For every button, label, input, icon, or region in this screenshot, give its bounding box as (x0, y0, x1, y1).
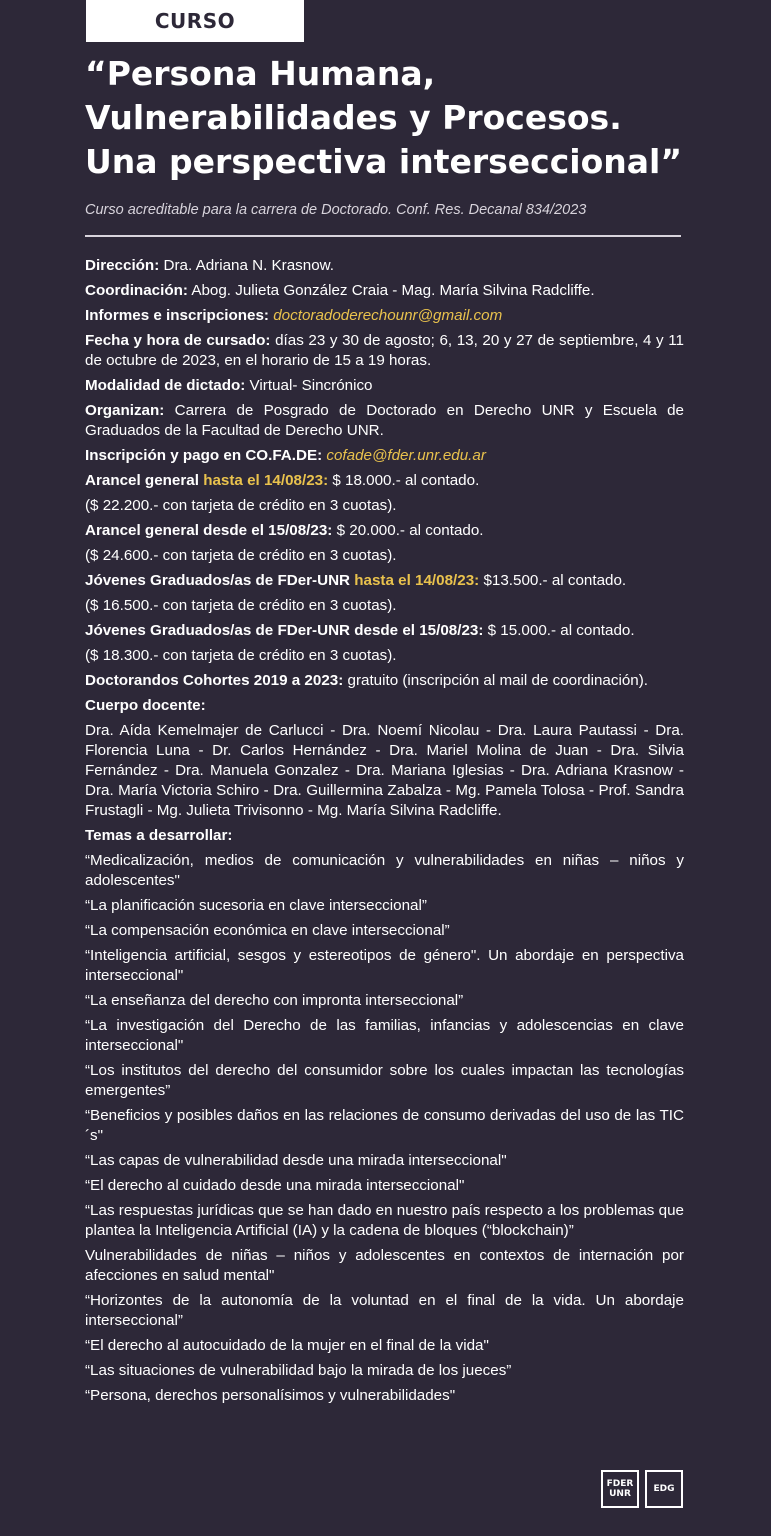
tema-item: “La compensación económica en clave interseccional” (85, 922, 450, 939)
pago: Inscripción y pago en CO.FA.DE: cofade@fder.unr.edu.ar (85, 447, 486, 464)
fee-4-card: ($ 18.300.- con tarjeta de crédito en 3 cuotas). (85, 647, 397, 664)
tema-item: “Los institutos del derecho del consumidor sobre los cuales impactan las tecnologías emergentes” (85, 1062, 684, 1099)
fee-4: Jóvenes Graduados/as de FDer-UNR desde el 15/08/23: $ 15.000.- al contado. (85, 622, 635, 639)
cuerpo-docente: Dra. Aída Kemelmajer de Carlucci - Dra. Noemí Nicolau - Dra. Laura Pautassi - Dra. Florencia Luna - Dr. Carlos Hernández - Dra. Mariel Molina de Juan - Dra. Silvia Fernández - Dra. Manuela Gonzalez - Dra. Mariana Iglesias - Dra. Adriana Krasnow - Dra. María Victoria Schiro - Dra. Guillermina Zabalza - Mg. Pamela Tolosa - Prof. Sandra Frustagli - Mg. Julieta Trivisonno - Mg. María Silvina Radcliffe. (85, 722, 684, 819)
tema-item: “Las capas de vulnerabilidad desde una mirada interseccional" (85, 1152, 507, 1169)
tema-item: “Las respuestas jurídicas que se han dado en nuestro país respecto a los problemas que plantea la Inteligencia Artificial (IA) y la cadena de bloques (“blockchain)” (85, 1202, 684, 1239)
pago-email-link[interactable]: cofade@fder.unr.edu.ar (326, 447, 486, 464)
fecha: Fecha y hora de cursado: días 23 y 30 de agosto; 6, 13, 20 y 27 de septiembre, 4 y 11 de octubre de 2023, en el horario de 15 a 19 horas. (85, 332, 684, 369)
fder-unr-logo: FDER UNR (601, 1470, 639, 1508)
divider (85, 235, 681, 237)
tema-item: “La investigación del Derecho de las familias, infancias y adolescencias en clave interseccional" (85, 1017, 684, 1054)
tema-item: “La planificación sucesoria en clave interseccional” (85, 897, 427, 914)
organizan: Organizan: Carrera de Posgrado de Doctorado en Derecho UNR y Escuela de Graduados de la Facultad de Derecho UNR. (85, 402, 684, 439)
tema-item: “Inteligencia artificial, sesgos y estereotipos de género". Un abordaje en perspectiva interseccional" (85, 947, 684, 984)
edg-logo: EDG (645, 1470, 683, 1508)
title-line-3: Una perspectiva interseccional” (85, 142, 683, 181)
fee-3-card: ($ 16.500.- con tarjeta de crédito en 3 cuotas). (85, 597, 397, 614)
tema-item: “Beneficios y posibles daños en las relaciones de consumo derivadas del uso de las TIC´s" (85, 1107, 684, 1144)
tema-item: “La enseñanza del derecho con impronta interseccional” (85, 992, 464, 1009)
fee-2-card: ($ 24.600.- con tarjeta de crédito en 3 cuotas). (85, 547, 397, 564)
fee-5: Doctorandos Cohortes 2019 a 2023: gratuito (inscripción al mail de coordinación). (85, 672, 649, 689)
fee-1: Arancel general hasta el 14/08/23: $ 18.000.- al contado. (85, 472, 480, 489)
course-details (85, 256, 684, 1411)
coordinacion: Coordinación: Abog. Julieta González Craia - Mag. María Silvina Radcliffe. (85, 282, 595, 299)
informes-email-link[interactable]: doctoradoderechounr@gmail.com (273, 307, 503, 324)
temas-label: Temas a desarrollar: (85, 827, 233, 844)
modalidad: Modalidad de dictado: Virtual- Sincrónico (85, 377, 373, 394)
tema-item: Vulnerabilidades de niñas – niños y adolescentes en contextos de internación por afecciones en salud mental" (85, 1247, 684, 1284)
direccion: Dirección: Dra. Adriana N. Krasnow. (85, 257, 335, 274)
tema-item: “El derecho al cuidado desde una mirada interseccional" (85, 1177, 465, 1194)
fee-3: Jóvenes Graduados/as de FDer-UNR hasta el 14/08/23: $13.500.- al contado. (85, 572, 627, 589)
tema-item: “Persona, derechos personalísimos y vulnerabilidades" (85, 1387, 456, 1404)
tema-item: “Horizontes de la autonomía de la voluntad en el final de la vida. Un abordaje interseccional” (85, 1292, 684, 1329)
tema-item: “Medicalización, medios de comunicación y vulnerabilidades en niñas – niños y adolescentes" (85, 852, 684, 889)
course-title (85, 52, 725, 184)
tema-item: “Las situaciones de vulnerabilidad bajo la mirada de los jueces” (85, 1362, 512, 1379)
institution-logos (601, 1470, 683, 1508)
tema-item: “El derecho al autocuidado de la mujer en el final de la vida" (85, 1337, 489, 1354)
cuerpo-docente-label: Cuerpo docente: (85, 697, 206, 714)
fee-2: Arancel general desde el 15/08/23: $ 20.000.- al contado. (85, 522, 484, 539)
title-line-2: Vulnerabilidades y Procesos. (85, 98, 622, 137)
title-line-1: “Persona Humana, (85, 54, 436, 93)
course-subtitle: Curso acreditable para la carrera de Doctorado. Conf. Res. Decanal 834/2023 (85, 202, 587, 218)
informes: Informes e inscripciones: doctoradoderechounr@gmail.com (85, 307, 503, 324)
course-badge: CURSO (86, 0, 304, 42)
fee-1-card: ($ 22.200.- con tarjeta de crédito en 3 cuotas). (85, 497, 397, 514)
